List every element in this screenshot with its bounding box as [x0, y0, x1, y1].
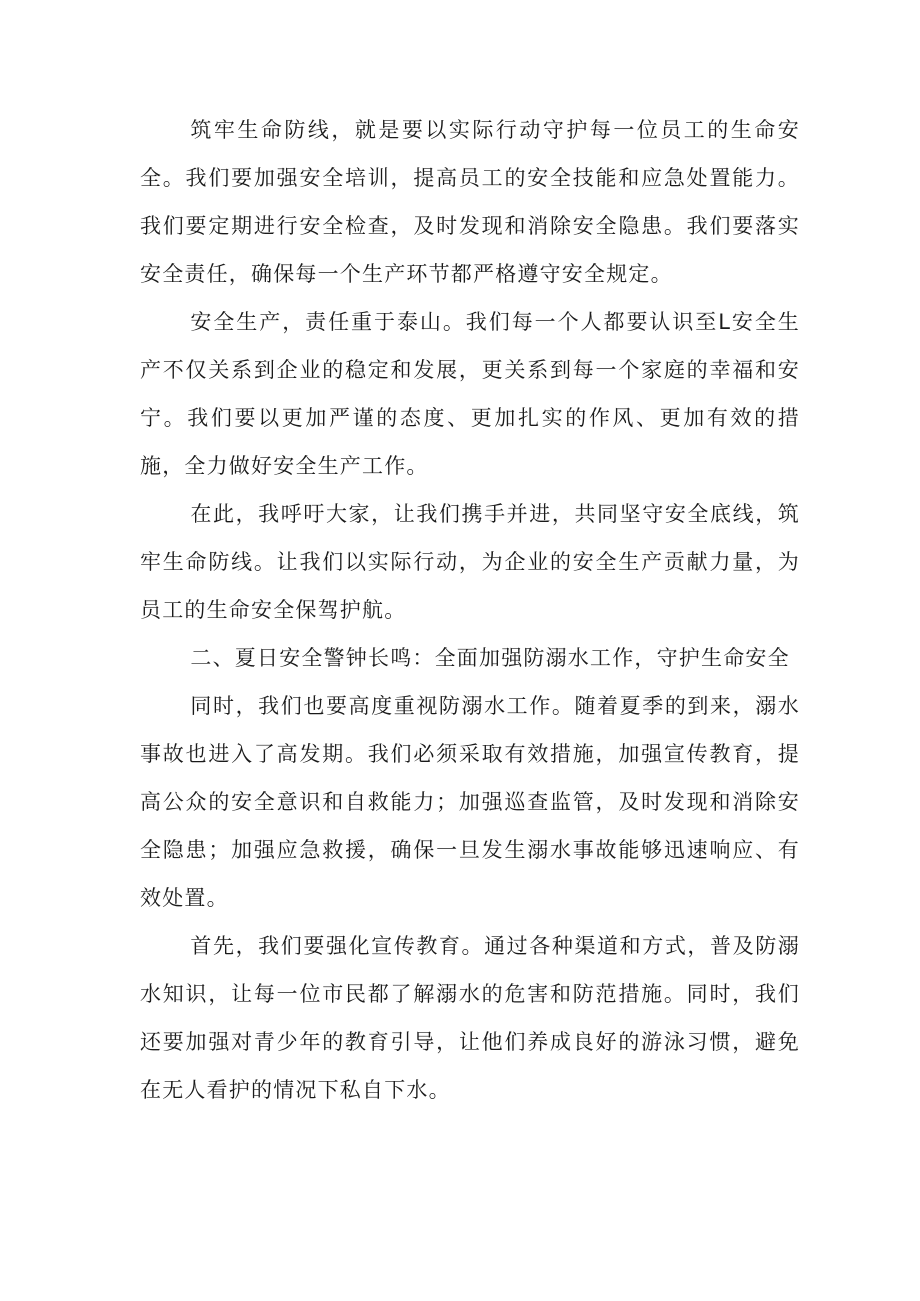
section-heading-drowning-prevention: 二、夏日安全警钟长鸣：全面加强防溺水工作，守护生命安全: [190, 646, 790, 670]
paragraph-drowning-prevention: 同时，我们也要高度重视防溺水工作。随着夏季的到来，溺水事故也进入了高发期。我们必须采取有效措施，加强宣传教育，提高公众的安全意识和自救能力；加强巡查监管，及时发现和消除安全隐患；加强应急救援，确保一旦发生溺水事故能够迅速响应、有效处置。: [140, 694, 800, 910]
paragraph-safety-responsibility: 安全生产，责任重于泰山。我们每一个人都要认识至L安全生产不仅关系到企业的稳定和发展，更关系到每一个家庭的幸福和安宁。我们要以更加严谨的态度、更加扎实的作风、更加有效的措施，全力做好安全生产工作。: [140, 310, 800, 478]
paragraph-education: 首先，我们要强化宣传教育。通过各种渠道和方式，普及防溺水知识，让每一位市民都了解溺水的危害和防范措施。同时，我们还要加强对青少年的教育引导，让他们养成良好的游泳习惯，避免在无人看护的情况下私自下水。: [140, 934, 800, 1102]
paragraph-safety-lifeline: 筑牢生命防线，就是要以实际行动守护每一位员工的生命安全。我们要加强安全培训，提高员工的安全技能和应急处置能力。我们要定期进行安全检查，及时发现和消除安全隐患。我们要落实安全责任，确保每一个生产环节都严格遵守安全规定。: [140, 118, 800, 286]
document-page: [140, 106, 800, 1114]
paragraph-call-to-action: 在此，我呼吁大家，让我们携手并进，共同坚守安全底线，筑牢生命防线。让我们以实际行动，为企业的安全生产贡献力量，为员工的生命安全保驾护航。: [140, 502, 800, 622]
